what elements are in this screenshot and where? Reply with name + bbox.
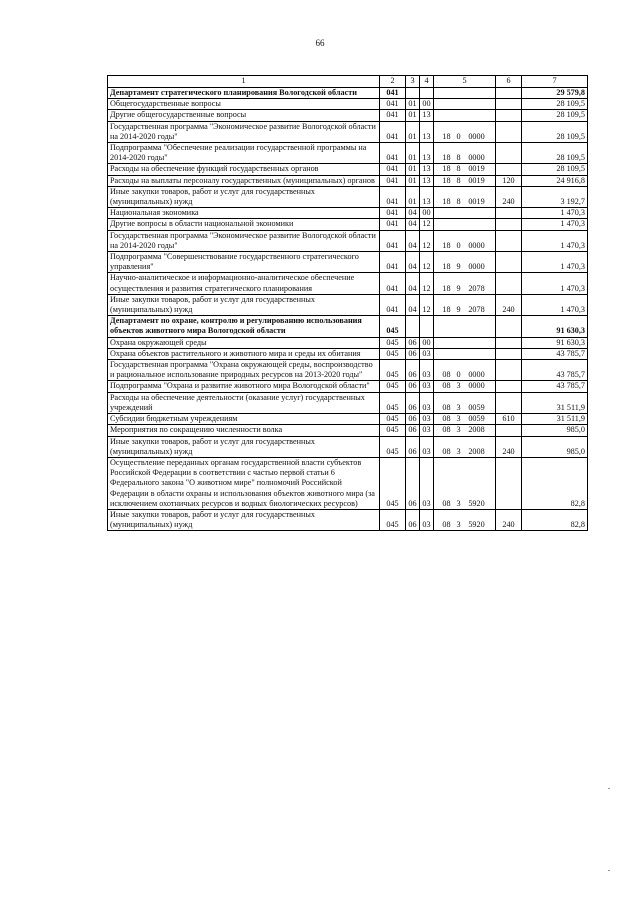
row-vr-cell — [496, 208, 522, 219]
row-rz-cell — [406, 88, 420, 99]
row-ved-cell: 045 — [380, 457, 406, 509]
csr-part: 18 — [442, 153, 451, 163]
table-row — [108, 381, 588, 392]
row-sum-cell: 28 109,5 — [522, 121, 588, 142]
row-pr-cell: 12 — [420, 230, 434, 251]
csr-part: 18 — [442, 164, 451, 174]
csr-part: 0000 — [468, 131, 485, 141]
row-ved-cell: 045 — [380, 337, 406, 348]
row-vr-cell — [496, 164, 522, 175]
row-name-cell: Расходы на выплаты персоналу государственных (муниципальных) органов — [108, 175, 380, 186]
csr-part: 3 — [456, 381, 461, 391]
row-sum-cell: 1 470,3 — [522, 252, 588, 273]
csr-part: 3 — [456, 402, 461, 412]
csr-part: 18 — [442, 197, 451, 207]
row-rz-cell: 06 — [406, 381, 420, 392]
csr-part: 0 — [456, 240, 461, 250]
header-row — [108, 76, 588, 88]
row-pr-cell: 00 — [420, 337, 434, 348]
row-vr-cell — [496, 392, 522, 413]
row-name-cell: Подпрограмма "Охрана и развитие животного мира Вологодской области" — [108, 381, 380, 392]
row-sum-cell: 1 470,3 — [522, 219, 588, 230]
row-csr-cell — [434, 509, 496, 530]
row-rz-cell — [406, 316, 420, 337]
row-rz-cell: 01 — [406, 164, 420, 175]
csr-part: 9 — [456, 283, 461, 293]
row-sum-cell: 29 579,8 — [522, 88, 588, 99]
row-ved-cell: 045 — [380, 316, 406, 337]
row-csr-cell — [434, 436, 496, 457]
header-cell-sum: 7 — [522, 76, 588, 88]
csr-part: 08 — [442, 370, 451, 380]
table-row — [108, 175, 588, 186]
row-sum-cell: 43 785,7 — [522, 360, 588, 381]
row-pr-cell: 13 — [420, 143, 434, 164]
row-vr-cell — [496, 348, 522, 359]
row-csr-cell — [434, 208, 496, 219]
csr-part: 0019 — [468, 175, 485, 185]
row-name-cell: Подпрограмма "Совершенствование государственного стратегического управления" — [108, 252, 380, 273]
row-csr-cell — [434, 273, 496, 294]
row-rz-cell: 06 — [406, 425, 420, 436]
row-name-cell: Государственная программа "Экономическое развитие Вологодской области на 2014-2020 годы" — [108, 230, 380, 251]
row-pr-cell: 03 — [420, 425, 434, 436]
csr-part: 08 — [442, 446, 451, 456]
csr-part: 0059 — [468, 414, 485, 424]
row-name-cell: Государственная программа "Экономическое развитие Вологодской области на 2014-2020 годы" — [108, 121, 380, 142]
csr-part: 0000 — [468, 262, 485, 272]
row-sum-cell: 82,8 — [522, 457, 588, 509]
row-sum-cell: 31 511,9 — [522, 392, 588, 413]
table-row — [108, 360, 588, 381]
row-vr-cell: 240 — [496, 509, 522, 530]
row-vr-cell — [496, 252, 522, 273]
csr-part: 08 — [442, 381, 451, 391]
row-ved-cell: 045 — [380, 425, 406, 436]
row-vr-cell — [496, 88, 522, 99]
csr-part: 3 — [456, 498, 461, 508]
row-csr-cell — [434, 457, 496, 509]
table-row — [108, 99, 588, 110]
csr-part: 08 — [442, 414, 451, 424]
row-sum-cell: 28 109,5 — [522, 99, 588, 110]
table-row — [108, 457, 588, 509]
table-row — [108, 348, 588, 359]
row-csr-cell — [434, 230, 496, 251]
row-pr-cell: 03 — [420, 414, 434, 425]
row-ved-cell: 045 — [380, 360, 406, 381]
table-row — [108, 110, 588, 121]
row-pr-cell: 03 — [420, 392, 434, 413]
row-sum-cell: 91 630,3 — [522, 337, 588, 348]
row-csr-cell — [434, 186, 496, 207]
row-ved-cell: 041 — [380, 186, 406, 207]
row-csr-cell — [434, 175, 496, 186]
row-ved-cell: 041 — [380, 110, 406, 121]
header-cell-pr: 4 — [420, 76, 434, 88]
row-vr-cell — [496, 121, 522, 142]
row-csr-cell — [434, 294, 496, 315]
row-sum-cell: 24 916,8 — [522, 175, 588, 186]
csr-part: 3 — [456, 520, 461, 530]
row-pr-cell — [420, 316, 434, 337]
row-sum-cell: 28 109,5 — [522, 164, 588, 175]
csr-part: 18 — [442, 175, 451, 185]
row-vr-cell — [496, 360, 522, 381]
row-ved-cell: 041 — [380, 252, 406, 273]
table-row — [108, 425, 588, 436]
row-pr-cell: 13 — [420, 110, 434, 121]
table-row — [108, 392, 588, 413]
table-row — [108, 414, 588, 425]
row-csr-cell — [434, 414, 496, 425]
row-csr-cell — [434, 381, 496, 392]
csr-part: 08 — [442, 425, 451, 435]
row-rz-cell: 06 — [406, 457, 420, 509]
csr-part: 0000 — [468, 153, 485, 163]
table-row — [108, 509, 588, 530]
csr-part: 0019 — [468, 164, 485, 174]
csr-part: 0019 — [468, 197, 485, 207]
row-name-cell: Другие вопросы в области национальной экономики — [108, 219, 380, 230]
row-rz-cell: 04 — [406, 230, 420, 251]
row-vr-cell — [496, 219, 522, 230]
row-sum-cell: 28 109,5 — [522, 143, 588, 164]
row-vr-cell: 240 — [496, 436, 522, 457]
row-pr-cell: 13 — [420, 121, 434, 142]
row-name-cell: Субсидии бюджетным учреждениям — [108, 414, 380, 425]
row-ved-cell: 045 — [380, 436, 406, 457]
row-ved-cell: 045 — [380, 414, 406, 425]
row-pr-cell: 00 — [420, 208, 434, 219]
row-rz-cell: 01 — [406, 121, 420, 142]
row-pr-cell: 12 — [420, 273, 434, 294]
page-number: 66 — [315, 38, 325, 48]
csr-part: 3 — [456, 425, 461, 435]
row-name-cell: Государственная программа "Охрана окружающей среды, воспроизводство и рациональное использование природных ресурсов на 2013-2020 годы" — [108, 360, 380, 381]
row-vr-cell — [496, 457, 522, 509]
row-rz-cell: 04 — [406, 294, 420, 315]
row-rz-cell: 06 — [406, 360, 420, 381]
header-cell-rz: 3 — [406, 76, 420, 88]
csr-part: 08 — [442, 498, 451, 508]
row-ved-cell: 041 — [380, 230, 406, 251]
row-vr-cell — [496, 143, 522, 164]
csr-part: 2008 — [468, 446, 485, 456]
csr-part: 08 — [442, 402, 451, 412]
row-csr-cell — [434, 219, 496, 230]
table-row — [108, 230, 588, 251]
row-vr-cell: 240 — [496, 294, 522, 315]
row-ved-cell: 041 — [380, 88, 406, 99]
csr-part: 0059 — [468, 402, 485, 412]
table-row — [108, 121, 588, 142]
row-ved-cell: 041 — [380, 294, 406, 315]
row-rz-cell: 01 — [406, 110, 420, 121]
row-rz-cell: 06 — [406, 414, 420, 425]
row-rz-cell: 06 — [406, 337, 420, 348]
row-csr-cell — [434, 425, 496, 436]
csr-part: 18 — [442, 131, 451, 141]
row-sum-cell: 43 785,7 — [522, 348, 588, 359]
row-name-cell: Иные закупки товаров, работ и услуг для государственных (муниципальных) нужд — [108, 436, 380, 457]
csr-part: 0 — [456, 370, 461, 380]
row-ved-cell: 041 — [380, 208, 406, 219]
row-csr-cell — [434, 164, 496, 175]
row-name-cell: Другие общегосударственные вопросы — [108, 110, 380, 121]
row-name-cell: Иные закупки товаров, работ и услуг для государственных (муниципальных) нужд — [108, 509, 380, 530]
row-pr-cell: 13 — [420, 164, 434, 175]
row-pr-cell: 12 — [420, 252, 434, 273]
row-vr-cell — [496, 273, 522, 294]
row-ved-cell: 041 — [380, 99, 406, 110]
row-ved-cell: 045 — [380, 509, 406, 530]
row-pr-cell: 03 — [420, 381, 434, 392]
row-sum-cell: 28 109,5 — [522, 110, 588, 121]
row-rz-cell: 06 — [406, 436, 420, 457]
row-sum-cell: 985,0 — [522, 436, 588, 457]
csr-part: 18 — [442, 305, 451, 315]
csr-part: 9 — [456, 262, 461, 272]
table-row — [108, 337, 588, 348]
row-vr-cell — [496, 110, 522, 121]
row-rz-cell: 01 — [406, 143, 420, 164]
row-csr-cell — [434, 316, 496, 337]
csr-part: 8 — [456, 175, 461, 185]
csr-part: 3 — [456, 446, 461, 456]
row-name-cell: Расходы на обеспечение деятельности (оказание услуг) государственных учреждений — [108, 392, 380, 413]
row-ved-cell: 045 — [380, 348, 406, 359]
row-csr-cell — [434, 348, 496, 359]
header-cell-name: 1 — [108, 76, 380, 88]
row-vr-cell: 610 — [496, 414, 522, 425]
row-csr-cell — [434, 143, 496, 164]
csr-part: 8 — [456, 164, 461, 174]
csr-part: 3 — [456, 414, 461, 424]
row-pr-cell: 13 — [420, 186, 434, 207]
table-row — [108, 186, 588, 207]
table-row — [108, 219, 588, 230]
row-vr-cell — [496, 99, 522, 110]
row-rz-cell: 06 — [406, 509, 420, 530]
row-pr-cell: 00 — [420, 99, 434, 110]
row-sum-cell: 3 192,7 — [522, 186, 588, 207]
row-sum-cell: 43 785,7 — [522, 381, 588, 392]
row-name-cell: Подпрограмма "Обеспечение реализации государственной программы на 2014-2020 годы" — [108, 143, 380, 164]
csr-part: 08 — [442, 520, 451, 530]
table-row — [108, 294, 588, 315]
row-name-cell: Охрана окружающей среды — [108, 337, 380, 348]
row-ved-cell: 041 — [380, 164, 406, 175]
row-name-cell: Мероприятия по сокращению численности волка — [108, 425, 380, 436]
row-vr-cell — [496, 425, 522, 436]
csr-part: 0 — [456, 131, 461, 141]
row-vr-cell: 240 — [496, 186, 522, 207]
budget-table — [107, 75, 588, 531]
row-ved-cell: 041 — [380, 121, 406, 142]
table-row — [108, 252, 588, 273]
row-csr-cell — [434, 337, 496, 348]
row-sum-cell: 1 470,3 — [522, 273, 588, 294]
table-body — [108, 88, 588, 531]
row-pr-cell: 03 — [420, 457, 434, 509]
row-pr-cell: 03 — [420, 436, 434, 457]
csr-part: 5920 — [468, 520, 485, 530]
row-sum-cell: 1 470,3 — [522, 294, 588, 315]
table-row — [108, 143, 588, 164]
row-pr-cell: 03 — [420, 348, 434, 359]
csr-part: 8 — [456, 197, 461, 207]
row-vr-cell — [496, 230, 522, 251]
row-rz-cell: 04 — [406, 273, 420, 294]
header-cell-ved: 2 — [380, 76, 406, 88]
row-rz-cell: 06 — [406, 392, 420, 413]
scan-mark — [608, 788, 610, 789]
row-name-cell: Департамент по охране, контролю и регулированию использования объектов животного мира Вологодской области — [108, 316, 380, 337]
csr-part: 2078 — [468, 305, 485, 315]
row-name-cell: Охрана объектов растительного и животного мира и среды их обитания — [108, 348, 380, 359]
table-row — [108, 164, 588, 175]
row-pr-cell: 03 — [420, 360, 434, 381]
row-ved-cell: 041 — [380, 143, 406, 164]
csr-part: 0000 — [468, 240, 485, 250]
row-rz-cell: 01 — [406, 186, 420, 207]
row-name-cell: Иные закупки товаров, работ и услуг для государственных (муниципальных) нужд — [108, 186, 380, 207]
row-ved-cell: 045 — [380, 392, 406, 413]
row-sum-cell: 82,8 — [522, 509, 588, 530]
row-name-cell: Иные закупки товаров, работ и услуг для государственных (муниципальных) нужд — [108, 294, 380, 315]
row-csr-cell — [434, 360, 496, 381]
row-pr-cell — [420, 88, 434, 99]
csr-part: 0000 — [468, 381, 485, 391]
row-ved-cell: 045 — [380, 381, 406, 392]
row-rz-cell: 01 — [406, 175, 420, 186]
row-csr-cell — [434, 121, 496, 142]
table-row — [108, 436, 588, 457]
header-cell-vr: 6 — [496, 76, 522, 88]
row-pr-cell: 12 — [420, 294, 434, 315]
row-name-cell: Национальная экономика — [108, 208, 380, 219]
csr-part: 18 — [442, 240, 451, 250]
row-sum-cell: 1 470,3 — [522, 208, 588, 219]
row-sum-cell: 31 511,9 — [522, 414, 588, 425]
row-csr-cell — [434, 110, 496, 121]
row-name-cell: Научно-аналитическое и информационно-аналитическое обеспечение осуществления и развития стратегического планирования — [108, 273, 380, 294]
row-pr-cell: 03 — [420, 509, 434, 530]
row-ved-cell: 041 — [380, 273, 406, 294]
table-row — [108, 88, 588, 99]
row-sum-cell: 985,0 — [522, 425, 588, 436]
table-row — [108, 316, 588, 337]
row-ved-cell: 041 — [380, 175, 406, 186]
row-name-cell: Общегосударственные вопросы — [108, 99, 380, 110]
row-csr-cell — [434, 99, 496, 110]
row-vr-cell — [496, 381, 522, 392]
row-pr-cell: 12 — [420, 219, 434, 230]
row-sum-cell: 1 470,3 — [522, 230, 588, 251]
scan-mark — [608, 870, 610, 871]
row-csr-cell — [434, 88, 496, 99]
row-sum-cell: 91 630,3 — [522, 316, 588, 337]
row-pr-cell: 13 — [420, 175, 434, 186]
csr-part: 18 — [442, 283, 451, 293]
row-rz-cell: 04 — [406, 208, 420, 219]
row-name-cell: Осуществление переданных органам государственной власти субъектов Российской Федерации в соответствии с частью первой статьи 6 Федерального закона "О животном мире" полномочий Российской Федерации в области охраны и использования объектов животного мира (за исключением охотничьих ресурсов и водных биологических ресурсов) — [108, 457, 380, 509]
row-rz-cell: 04 — [406, 252, 420, 273]
row-ved-cell: 041 — [380, 219, 406, 230]
row-vr-cell — [496, 316, 522, 337]
row-rz-cell: 06 — [406, 348, 420, 359]
csr-part: 5920 — [468, 498, 485, 508]
row-csr-cell — [434, 252, 496, 273]
csr-part: 2078 — [468, 283, 485, 293]
csr-part: 9 — [456, 305, 461, 315]
csr-part: 2008 — [468, 425, 485, 435]
row-csr-cell — [434, 392, 496, 413]
row-name-cell: Департамент стратегического планирования Вологодской области — [108, 88, 380, 99]
csr-part: 8 — [456, 153, 461, 163]
csr-part: 0000 — [468, 370, 485, 380]
csr-part: 18 — [442, 262, 451, 272]
row-vr-cell: 120 — [496, 175, 522, 186]
row-rz-cell: 04 — [406, 219, 420, 230]
row-vr-cell — [496, 337, 522, 348]
table-row — [108, 273, 588, 294]
header-cell-csr: 5 — [434, 76, 496, 88]
row-rz-cell: 01 — [406, 99, 420, 110]
row-name-cell: Расходы на обеспечение функций государственных органов — [108, 164, 380, 175]
table-row — [108, 208, 588, 219]
